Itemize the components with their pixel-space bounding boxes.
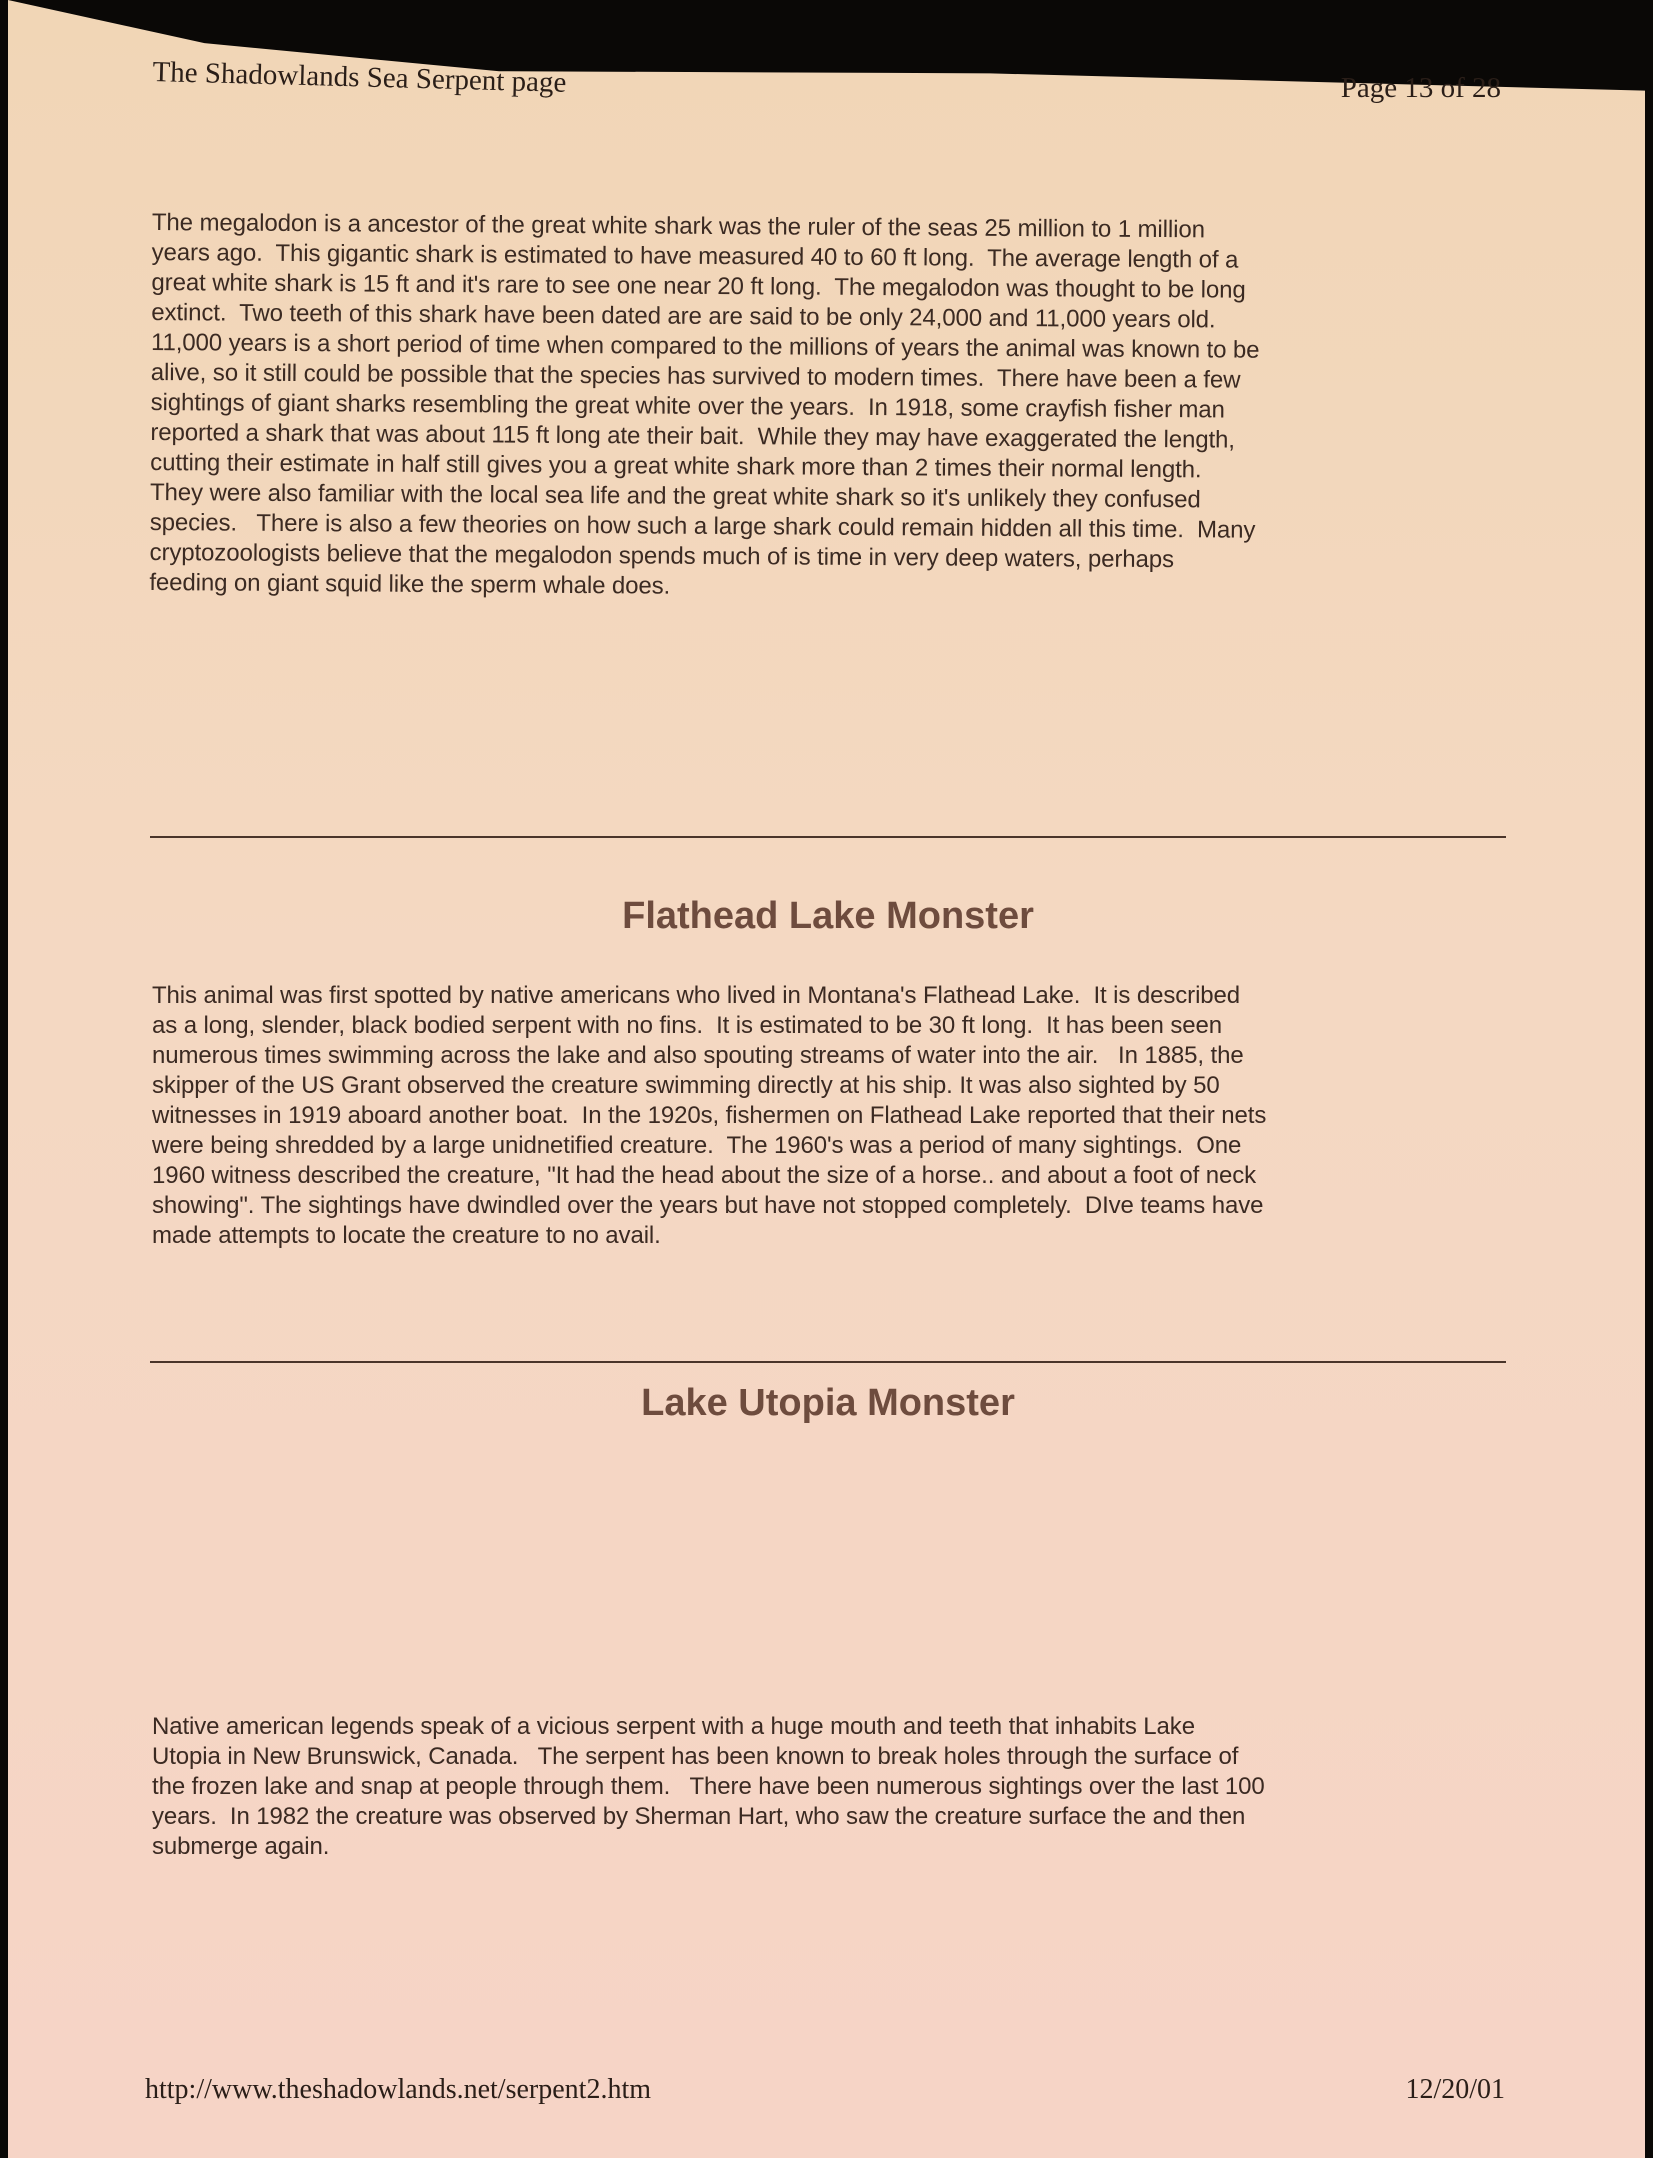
flathead-paragraph: [152, 981, 1266, 1251]
paragraph-line: The megalodon is a ancestor of the great white shark was the ruler of the seas 25 million to 1 million: [151, 208, 1205, 244]
paragraph-line: showing". The sightings have dwindled over the years but have not stopped completely. DIve teams have: [152, 1192, 1264, 1219]
paragraph-line: species. There is also a few theories on how such a large shark could remain hidden all this time. Many: [149, 508, 1256, 544]
paragraph-line: years. In 1982 the creature was observed by Sherman Hart, who saw the creature surface the and then: [152, 1803, 1246, 1830]
paragraph-line: alive, so it still could be possible that the species has survived to modern times. There have been a few: [150, 358, 1241, 394]
footer-url: http://www.theshadowlands.net/serpent2.htm: [145, 2074, 651, 2105]
paragraph-line: skipper of the US Grant observed the creature swimming directly at his ship. It was also sighted by 50: [152, 1072, 1220, 1099]
paragraph-line: extinct. Two teeth of this shark have been dated are are said to be only 24,000 and 11,000 years old.: [151, 298, 1216, 334]
paragraph-line: made attempts to locate the creature to no avail.: [152, 1222, 661, 1249]
paragraph-line: numerous times swimming across the lake and also spouting streams of water into the air. In 1885, the: [152, 1042, 1244, 1069]
footer-date: 12/20/01: [1405, 2074, 1505, 2105]
paragraph-line: This animal was first spotted by native americans who lived in Montana's Flathead Lake. It is described: [152, 982, 1241, 1009]
paragraph-line: submerge again.: [152, 1833, 330, 1860]
paragraph-line: They were also familiar with the local sea life and the great white shark so it's unlikely they confused: [149, 478, 1201, 514]
paragraph-line: feeding on giant squid like the sperm whale does.: [149, 568, 671, 600]
section-heading-flathead: Flathead Lake Monster: [622, 895, 1034, 937]
paragraph-line: cutting their estimate in half still gives you a great white shark more than 2 times their normal length.: [150, 448, 1202, 484]
section-heading-lake-utopia: Lake Utopia Monster: [641, 1382, 1015, 1424]
paragraph-line: were being shredded by a large unidnetified creature. The 1960's was a period of many sightings. One: [152, 1132, 1242, 1159]
horizontal-rule: [150, 836, 1506, 838]
paragraph-line: years ago. This gigantic shark is estimated to have measured 40 to 60 ft long. The average length of a: [151, 238, 1239, 274]
megalodon-paragraph: [149, 208, 1260, 606]
paragraph-line: the frozen lake and snap at people through them. There have been numerous sightings over the last 100: [152, 1773, 1265, 1800]
paragraph-line: Native american legends speak of a vicious serpent with a huge mouth and teeth that inhabits Lake: [152, 1713, 1195, 1740]
lake-utopia-paragraph: [152, 1712, 1265, 1862]
paragraph-line: 1960 witness described the creature, "It had the head about the size of a horse.. and about a foot of neck: [152, 1162, 1256, 1189]
horizontal-rule: [150, 1361, 1506, 1363]
paragraph-line: witnesses in 1919 aboard another boat. In the 1920s, fishermen on Flathead Lake reported that their nets: [152, 1102, 1267, 1129]
paragraph-line: cryptozoologists believe that the megalodon spends much of is time in very deep waters, perhaps: [149, 538, 1175, 574]
site-title: The Shadowlands Sea Serpent page: [152, 56, 567, 99]
paragraph-line: reported a shark that was about 115 ft long ate their bait. While they may have exaggerated the length,: [150, 418, 1236, 454]
paragraph-line: 11,000 years is a short period of time when compared to the millions of years the animal was known to be: [150, 328, 1260, 364]
paragraph-line: great white shark is 15 ft and it's rare to see one near 20 ft long. The megalodon was thought to be long: [151, 268, 1246, 304]
paragraph-line: as a long, slender, black bodied serpent with no fins. It is estimated to be 30 ft long. It has been seen: [152, 1012, 1222, 1039]
page-indicator: Page 13 of 28: [1340, 72, 1501, 104]
paragraph-line: sightings of giant sharks resembling the great white over the years. In 1918, some crayfish fisher man: [150, 388, 1225, 424]
paragraph-line: Utopia in New Brunswick, Canada. The serpent has been known to break holes through the surface of: [152, 1743, 1239, 1770]
